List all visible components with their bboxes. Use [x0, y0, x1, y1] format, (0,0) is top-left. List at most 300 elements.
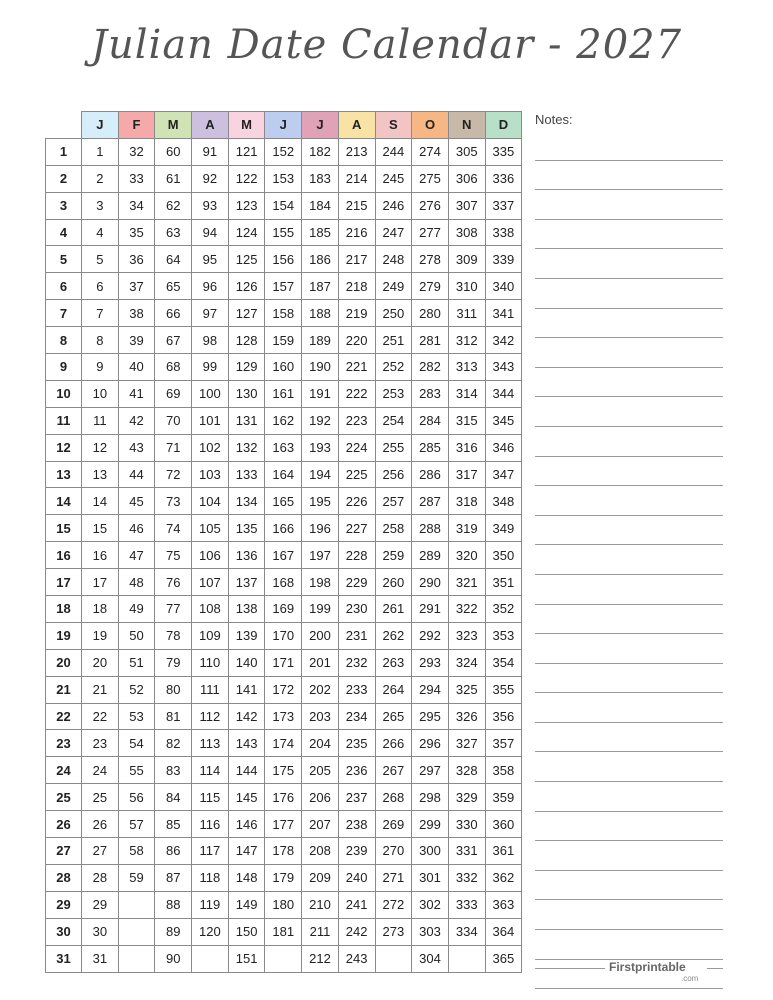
julian-day-cell: 3: [82, 192, 119, 219]
julian-day-cell: 223: [338, 407, 375, 434]
julian-day-cell: 106: [192, 542, 229, 569]
julian-day-cell: 178: [265, 838, 302, 865]
julian-day-cell: 16: [82, 542, 119, 569]
table-row: [46, 138, 522, 165]
julian-day-cell: [118, 891, 155, 918]
julian-day-cell: 238: [338, 811, 375, 838]
note-line[interactable]: [535, 841, 723, 871]
table-row: [46, 838, 522, 865]
julian-day-cell: 19: [82, 622, 119, 649]
note-line[interactable]: [535, 723, 723, 753]
julian-day-cell: 196: [302, 515, 339, 542]
note-line[interactable]: [535, 605, 723, 635]
julian-day-cell: 194: [302, 461, 339, 488]
day-number: 1: [46, 138, 82, 165]
brand-divider-right: [707, 968, 723, 969]
julian-day-cell: 305: [448, 138, 485, 165]
julian-day-cell: 328: [448, 757, 485, 784]
julian-day-cell: 136: [228, 542, 265, 569]
table-row: [46, 354, 522, 381]
julian-day-cell: 220: [338, 327, 375, 354]
julian-day-cell: 219: [338, 300, 375, 327]
julian-day-cell: 147: [228, 838, 265, 865]
julian-day-cell: 69: [155, 380, 192, 407]
julian-day-cell: 258: [375, 515, 412, 542]
note-line[interactable]: [535, 664, 723, 694]
julian-day-cell: 179: [265, 864, 302, 891]
month-header-9: S: [375, 112, 412, 139]
julian-day-cell: 140: [228, 649, 265, 676]
julian-day-cell: [448, 945, 485, 972]
julian-day-cell: 34: [118, 192, 155, 219]
julian-day-cell: 335: [485, 138, 522, 165]
julian-day-cell: 285: [412, 434, 449, 461]
julian-day-cell: 171: [265, 649, 302, 676]
table-row: [46, 569, 522, 596]
julian-day-cell: 118: [192, 864, 229, 891]
julian-day-cell: 25: [82, 784, 119, 811]
julian-day-cell: 206: [302, 784, 339, 811]
julian-day-cell: 97: [192, 300, 229, 327]
julian-day-cell: 192: [302, 407, 339, 434]
julian-day-cell: 150: [228, 918, 265, 945]
julian-day-cell: 198: [302, 569, 339, 596]
day-number: 30: [46, 918, 82, 945]
julian-day-cell: 2: [82, 165, 119, 192]
julian-day-cell: 361: [485, 838, 522, 865]
julian-day-cell: 269: [375, 811, 412, 838]
julian-day-cell: 349: [485, 515, 522, 542]
julian-day-cell: 288: [412, 515, 449, 542]
julian-day-cell: 160: [265, 354, 302, 381]
julian-day-cell: 273: [375, 918, 412, 945]
month-header-2: F: [118, 112, 155, 139]
julian-day-cell: 65: [155, 273, 192, 300]
julian-day-cell: 239: [338, 838, 375, 865]
julian-day-cell: 6: [82, 273, 119, 300]
julian-day-cell: 24: [82, 757, 119, 784]
note-line[interactable]: [535, 427, 723, 457]
julian-day-cell: 314: [448, 380, 485, 407]
julian-day-cell: 43: [118, 434, 155, 461]
julian-day-cell: 112: [192, 703, 229, 730]
julian-day-cell: 145: [228, 784, 265, 811]
julian-day-cell: 128: [228, 327, 265, 354]
julian-day-cell: 357: [485, 730, 522, 757]
julian-day-cell: 292: [412, 622, 449, 649]
note-line[interactable]: [535, 693, 723, 723]
julian-day-cell: 68: [155, 354, 192, 381]
julian-day-cell: 20: [82, 649, 119, 676]
julian-day-cell: 131: [228, 407, 265, 434]
julian-day-cell: 308: [448, 219, 485, 246]
note-line[interactable]: [535, 397, 723, 427]
julian-day-cell: 125: [228, 246, 265, 273]
julian-day-cell: 225: [338, 461, 375, 488]
julian-day-cell: [118, 918, 155, 945]
month-header-5: M: [228, 112, 265, 139]
julian-day-cell: 353: [485, 622, 522, 649]
note-line[interactable]: [535, 575, 723, 605]
julian-day-cell: 85: [155, 811, 192, 838]
julian-day-cell: 242: [338, 918, 375, 945]
julian-day-cell: 10: [82, 380, 119, 407]
note-line[interactable]: [535, 309, 723, 339]
julian-day-cell: 27: [82, 838, 119, 865]
julian-day-cell: 322: [448, 596, 485, 623]
julian-day-cell: 64: [155, 246, 192, 273]
julian-day-cell: 297: [412, 757, 449, 784]
julian-day-cell: 217: [338, 246, 375, 273]
julian-day-cell: 78: [155, 622, 192, 649]
table-row: [46, 596, 522, 623]
table-row: [46, 649, 522, 676]
julian-day-cell: 87: [155, 864, 192, 891]
julian-day-cell: 319: [448, 515, 485, 542]
julian-day-cell: 144: [228, 757, 265, 784]
julian-day-cell: 271: [375, 864, 412, 891]
table-row: [46, 864, 522, 891]
julian-day-cell: 5: [82, 246, 119, 273]
julian-day-cell: 200: [302, 622, 339, 649]
julian-day-cell: 127: [228, 300, 265, 327]
julian-day-cell: 108: [192, 596, 229, 623]
brand-name: Firstprintable: [609, 960, 686, 974]
julian-day-cell: 174: [265, 730, 302, 757]
julian-day-cell: 315: [448, 407, 485, 434]
julian-day-cell: 240: [338, 864, 375, 891]
julian-day-cell: 189: [302, 327, 339, 354]
note-line[interactable]: [535, 545, 723, 575]
julian-day-cell: 92: [192, 165, 229, 192]
julian-day-cell: 268: [375, 784, 412, 811]
month-header-4: A: [192, 112, 229, 139]
note-line[interactable]: [535, 900, 723, 930]
julian-day-cell: 122: [228, 165, 265, 192]
brand-sub: .com: [681, 974, 699, 983]
day-number: 20: [46, 649, 82, 676]
julian-day-cell: 321: [448, 569, 485, 596]
julian-day-cell: 320: [448, 542, 485, 569]
julian-day-cell: 165: [265, 488, 302, 515]
day-number: 2: [46, 165, 82, 192]
note-line[interactable]: [535, 516, 723, 546]
julian-day-cell: 71: [155, 434, 192, 461]
julian-day-cell: 168: [265, 569, 302, 596]
julian-day-cell: 120: [192, 918, 229, 945]
julian-day-cell: 18: [82, 596, 119, 623]
day-number: 23: [46, 730, 82, 757]
julian-day-cell: 317: [448, 461, 485, 488]
julian-day-cell: 54: [118, 730, 155, 757]
julian-day-cell: 246: [375, 192, 412, 219]
julian-day-cell: 170: [265, 622, 302, 649]
julian-day-cell: 14: [82, 488, 119, 515]
note-line[interactable]: [535, 190, 723, 220]
julian-day-cell: 111: [192, 676, 229, 703]
table-row: [46, 918, 522, 945]
table-row: [46, 192, 522, 219]
month-header-8: A: [338, 112, 375, 139]
julian-day-cell: 82: [155, 730, 192, 757]
note-line[interactable]: [535, 871, 723, 901]
julian-day-cell: 181: [265, 918, 302, 945]
julian-day-cell: 267: [375, 757, 412, 784]
julian-day-cell: 133: [228, 461, 265, 488]
julian-day-cell: 187: [302, 273, 339, 300]
julian-day-cell: 100: [192, 380, 229, 407]
julian-day-cell: 58: [118, 838, 155, 865]
julian-day-cell: 279: [412, 273, 449, 300]
table-row: [46, 165, 522, 192]
note-line[interactable]: [535, 131, 723, 161]
julian-day-cell: 231: [338, 622, 375, 649]
month-header-3: M: [155, 112, 192, 139]
julian-day-cell: 364: [485, 918, 522, 945]
julian-day-cell: 50: [118, 622, 155, 649]
day-number: 6: [46, 273, 82, 300]
julian-day-cell: 255: [375, 434, 412, 461]
julian-day-cell: 318: [448, 488, 485, 515]
note-line[interactable]: [535, 782, 723, 812]
julian-day-cell: 221: [338, 354, 375, 381]
julian-day-cell: 180: [265, 891, 302, 918]
julian-day-cell: 272: [375, 891, 412, 918]
table-row: [46, 246, 522, 273]
julian-day-cell: 119: [192, 891, 229, 918]
julian-day-cell: 300: [412, 838, 449, 865]
julian-day-cell: 33: [118, 165, 155, 192]
note-line[interactable]: [535, 634, 723, 664]
julian-day-cell: 352: [485, 596, 522, 623]
table-row: [46, 891, 522, 918]
julian-day-cell: 350: [485, 542, 522, 569]
julian-day-cell: 158: [265, 300, 302, 327]
day-number: 13: [46, 461, 82, 488]
julian-day-cell: 107: [192, 569, 229, 596]
julian-day-cell: 177: [265, 811, 302, 838]
julian-day-cell: 209: [302, 864, 339, 891]
day-number: 26: [46, 811, 82, 838]
julian-day-cell: 88: [155, 891, 192, 918]
julian-day-cell: 121: [228, 138, 265, 165]
table-row: [46, 945, 522, 972]
julian-day-cell: 291: [412, 596, 449, 623]
julian-day-cell: 341: [485, 300, 522, 327]
julian-day-cell: 329: [448, 784, 485, 811]
julian-day-cell: 156: [265, 246, 302, 273]
julian-day-cell: 218: [338, 273, 375, 300]
note-line[interactable]: [535, 457, 723, 487]
julian-day-cell: 151: [228, 945, 265, 972]
julian-day-cell: 325: [448, 676, 485, 703]
julian-day-cell: 289: [412, 542, 449, 569]
julian-day-cell: [192, 945, 229, 972]
month-header-11: N: [448, 112, 485, 139]
julian-day-cell: 132: [228, 434, 265, 461]
julian-day-cell: 304: [412, 945, 449, 972]
julian-day-cell: 186: [302, 246, 339, 273]
julian-day-cell: 205: [302, 757, 339, 784]
julian-day-cell: 348: [485, 488, 522, 515]
table-row: [46, 380, 522, 407]
table-row: [46, 327, 522, 354]
table-row: [46, 542, 522, 569]
table-row: [46, 676, 522, 703]
julian-day-cell: 89: [155, 918, 192, 945]
note-line[interactable]: [535, 486, 723, 516]
julian-day-cell: 354: [485, 649, 522, 676]
julian-day-cell: 203: [302, 703, 339, 730]
julian-day-cell: 17: [82, 569, 119, 596]
julian-day-cell: 234: [338, 703, 375, 730]
julian-day-cell: 9: [82, 354, 119, 381]
julian-day-cell: 53: [118, 703, 155, 730]
julian-day-cell: 290: [412, 569, 449, 596]
julian-day-cell: 154: [265, 192, 302, 219]
julian-day-cell: 115: [192, 784, 229, 811]
julian-day-cell: 146: [228, 811, 265, 838]
julian-day-cell: 45: [118, 488, 155, 515]
day-number: 28: [46, 864, 82, 891]
day-number: 31: [46, 945, 82, 972]
julian-day-cell: 310: [448, 273, 485, 300]
julian-day-cell: 113: [192, 730, 229, 757]
julian-day-cell: 241: [338, 891, 375, 918]
julian-day-cell: 307: [448, 192, 485, 219]
julian-day-cell: 90: [155, 945, 192, 972]
julian-day-cell: 135: [228, 515, 265, 542]
julian-day-cell: 105: [192, 515, 229, 542]
julian-day-cell: 66: [155, 300, 192, 327]
day-number: 5: [46, 246, 82, 273]
julian-day-cell: 60: [155, 138, 192, 165]
julian-day-cell: 249: [375, 273, 412, 300]
julian-day-cell: 355: [485, 676, 522, 703]
julian-day-cell: 248: [375, 246, 412, 273]
note-line[interactable]: [535, 220, 723, 250]
julian-day-cell: 81: [155, 703, 192, 730]
julian-day-cell: 365: [485, 945, 522, 972]
day-number: 21: [46, 676, 82, 703]
note-line[interactable]: [535, 338, 723, 368]
julian-day-cell: 306: [448, 165, 485, 192]
julian-day-cell: 282: [412, 354, 449, 381]
day-number: 4: [46, 219, 82, 246]
julian-day-cell: 114: [192, 757, 229, 784]
julian-day-cell: 182: [302, 138, 339, 165]
julian-day-cell: 95: [192, 246, 229, 273]
julian-day-cell: 276: [412, 192, 449, 219]
julian-day-cell: 8: [82, 327, 119, 354]
julian-day-cell: 162: [265, 407, 302, 434]
julian-day-cell: 212: [302, 945, 339, 972]
julian-day-cell: 283: [412, 380, 449, 407]
julian-day-cell: 243: [338, 945, 375, 972]
julian-day-cell: 266: [375, 730, 412, 757]
julian-day-cell: 73: [155, 488, 192, 515]
note-line[interactable]: [535, 161, 723, 191]
julian-day-cell: 36: [118, 246, 155, 273]
julian-day-cell: 247: [375, 219, 412, 246]
julian-day-cell: 83: [155, 757, 192, 784]
julian-day-cell: 214: [338, 165, 375, 192]
note-line[interactable]: [535, 368, 723, 398]
julian-day-cell: 346: [485, 434, 522, 461]
julian-day-cell: 15: [82, 515, 119, 542]
julian-day-cell: 191: [302, 380, 339, 407]
julian-day-cell: 259: [375, 542, 412, 569]
julian-day-cell: 139: [228, 622, 265, 649]
julian-day-cell: 215: [338, 192, 375, 219]
julian-day-cell: 40: [118, 354, 155, 381]
julian-day-cell: 86: [155, 838, 192, 865]
julian-day-cell: 13: [82, 461, 119, 488]
julian-day-cell: 51: [118, 649, 155, 676]
julian-day-cell: 188: [302, 300, 339, 327]
julian-day-cell: 56: [118, 784, 155, 811]
table-row: [46, 461, 522, 488]
julian-day-cell: 358: [485, 757, 522, 784]
table-row: [46, 407, 522, 434]
julian-day-cell: 340: [485, 273, 522, 300]
note-line[interactable]: [535, 930, 723, 960]
note-line[interactable]: [535, 752, 723, 782]
julian-day-cell: 230: [338, 596, 375, 623]
julian-day-cell: 356: [485, 703, 522, 730]
julian-day-cell: 157: [265, 273, 302, 300]
julian-day-cell: [118, 945, 155, 972]
julian-day-cell: 327: [448, 730, 485, 757]
note-line[interactable]: [535, 279, 723, 309]
julian-day-cell: 167: [265, 542, 302, 569]
table-row: [46, 219, 522, 246]
julian-day-cell: 46: [118, 515, 155, 542]
julian-day-cell: 35: [118, 219, 155, 246]
note-lines: [535, 131, 723, 989]
note-line[interactable]: [535, 812, 723, 842]
julian-day-cell: 211: [302, 918, 339, 945]
julian-day-cell: 303: [412, 918, 449, 945]
julian-day-cell: 183: [302, 165, 339, 192]
julian-day-cell: 339: [485, 246, 522, 273]
julian-day-cell: 362: [485, 864, 522, 891]
julian-day-cell: 21: [82, 676, 119, 703]
notes-section: [535, 112, 723, 989]
table-row: [46, 488, 522, 515]
julian-day-cell: 260: [375, 569, 412, 596]
julian-day-cell: 257: [375, 488, 412, 515]
julian-day-cell: 134: [228, 488, 265, 515]
julian-day-cell: 344: [485, 380, 522, 407]
table-row: [46, 515, 522, 542]
julian-day-cell: 263: [375, 649, 412, 676]
julian-day-cell: 208: [302, 838, 339, 865]
julian-day-cell: 72: [155, 461, 192, 488]
julian-day-cell: 216: [338, 219, 375, 246]
julian-day-cell: 199: [302, 596, 339, 623]
julian-day-cell: 298: [412, 784, 449, 811]
day-number: 11: [46, 407, 82, 434]
julian-day-cell: 316: [448, 434, 485, 461]
day-number: 16: [46, 542, 82, 569]
day-number: 22: [46, 703, 82, 730]
julian-calendar-table: [45, 111, 522, 973]
julian-day-cell: 48: [118, 569, 155, 596]
julian-day-cell: 204: [302, 730, 339, 757]
note-line[interactable]: [535, 249, 723, 279]
julian-day-cell: 338: [485, 219, 522, 246]
